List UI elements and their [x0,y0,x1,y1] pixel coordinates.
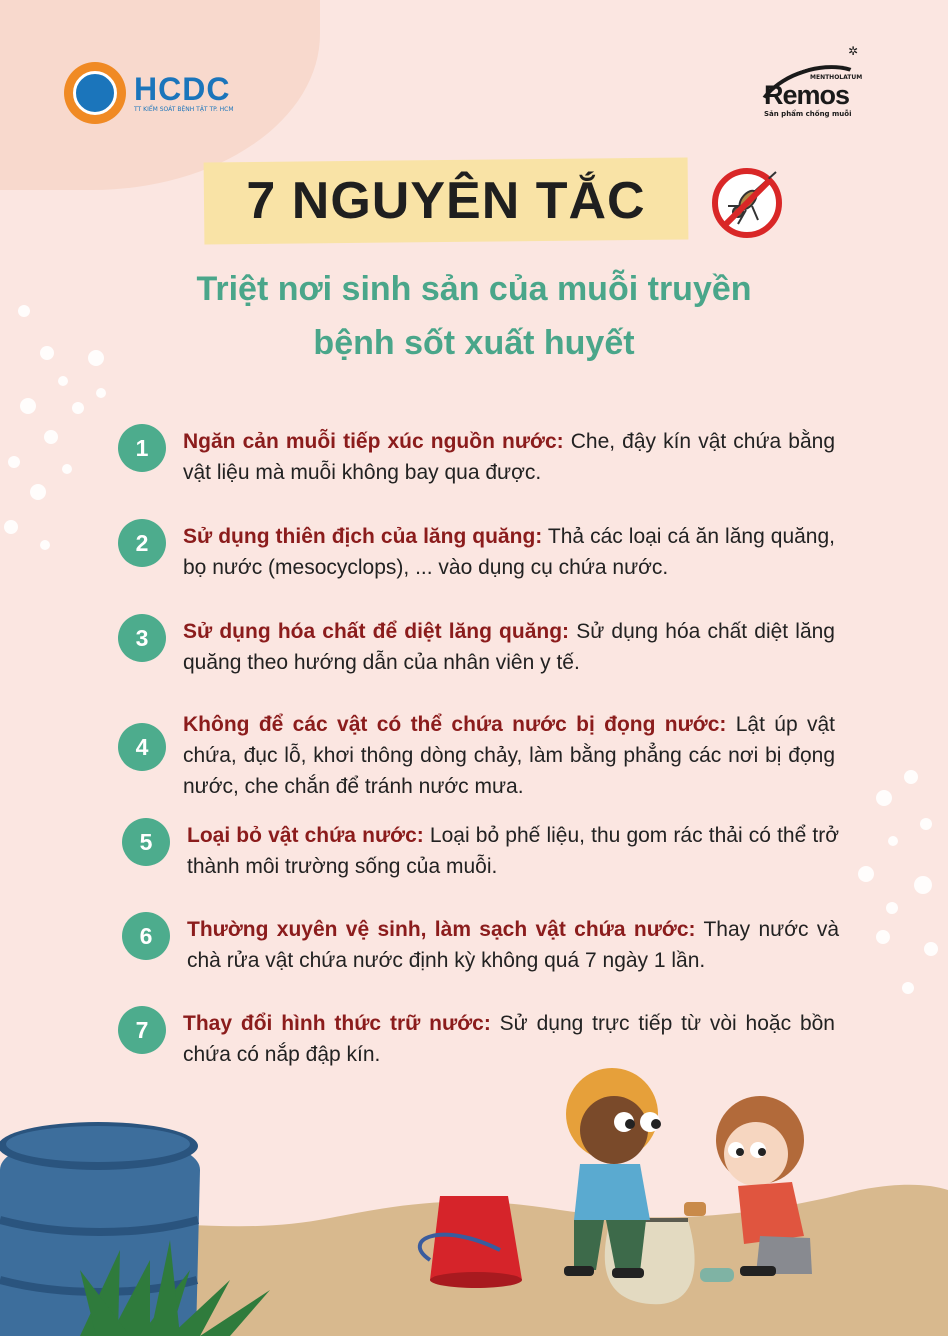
rule-text [183,616,835,678]
rule-heading: Thay đổi hình thức trữ nước: [183,1012,491,1035]
subtitle [120,262,828,370]
subtitle-line-1: Triệt nơi sinh sản của muỗi truyền [196,270,752,308]
mosquito-icon: ✲ [848,44,859,58]
list-item-rule-3 [118,616,838,678]
rule-number: 1 [135,434,149,461]
remos-logo [752,44,872,140]
rule-number: 2 [135,529,149,556]
rule-heading: Sử dụng thiên địch của lăng quăng: [183,525,543,548]
rule-text [183,521,835,583]
rule-body: Sử dụng trực tiếp từ vòi hoặc bồn chứa có nắp đập kín. [183,1012,835,1066]
subtitle-line-2: bệnh sốt xuất huyết [313,324,635,362]
rule-heading: Thường xuyên vệ sinh, làm sạch vật chứa nước: [187,918,696,941]
number-badge [122,818,170,866]
rule-number: 7 [135,1016,149,1043]
hcdc-emblem-icon [64,62,126,124]
number-badge [122,912,170,960]
rule-heading: Loại bỏ vật chứa nước: [187,824,424,847]
remos-brand: Remos [764,80,850,110]
list-item-rule-1 [118,426,838,488]
list-item-rule-2 [118,521,838,583]
hcdc-name: HCDC [134,71,231,107]
no-mosquito-icon [710,166,784,240]
list-item-rule-6 [122,914,842,976]
illustration-scene [0,1060,948,1336]
rule-heading: Sử dụng hóa chất để diệt lăng quăng: [183,620,570,643]
page-title: 7 NGUYÊN TẮC [246,172,646,230]
list-item-rule-4 [118,709,838,802]
rule-text [183,426,835,488]
rule-number: 4 [135,733,149,760]
hcdc-subtitle: TT KIỂM SOÁT BỆNH TẬT TP. HCM [134,106,234,113]
rule-body: Che, đậy kín vật chứa bằng vật liệu mà muỗi không bay qua được. [183,430,836,484]
number-badge [118,1006,166,1054]
remos-top-text: MENTHOLATUM [810,74,863,81]
rule-text [183,709,835,802]
rule-number: 6 [139,922,153,949]
rule-body: Lật úp vật chứa, đục lỗ, khơi thông dòng chảy, làm bằng phẳng các nơi bị đọng nước, che chắn để tránh nước mưa. [183,713,835,798]
rule-text [187,820,839,882]
rule-number: 5 [139,828,153,855]
number-badge [118,723,166,771]
hcdc-logo [64,62,234,124]
rule-body: Sử dụng hóa chất diệt lăng quăng theo hướng dẫn của nhân viên y tế. [183,620,835,674]
rule-heading: Không để các vật có thể chứa nước bị đọng nước: [183,713,727,736]
list-item-rule-5 [122,820,842,882]
rule-heading: Ngăn cản muỗi tiếp xúc nguồn nước: [183,430,564,453]
number-badge [118,519,166,567]
bottle-icon [700,1268,734,1282]
rule-body: Thả các loại cá ăn lăng quăng, bọ nước (mesocyclops), ... vào dụng cụ chứa nước. [183,525,835,579]
rule-text [187,914,839,976]
rule-number: 3 [135,624,149,651]
remos-tagline: Sản phẩm chống muỗi [764,110,852,118]
rule-body: Loại bỏ phế liệu, thu gom rác thải có thể trở thành môi trường sống của muỗi. [187,824,839,878]
number-badge [118,424,166,472]
rule-body: Thay nước và chà rửa vật chứa nước định kỳ không quá 7 ngày 1 lần. [187,918,839,972]
number-badge [118,614,166,662]
